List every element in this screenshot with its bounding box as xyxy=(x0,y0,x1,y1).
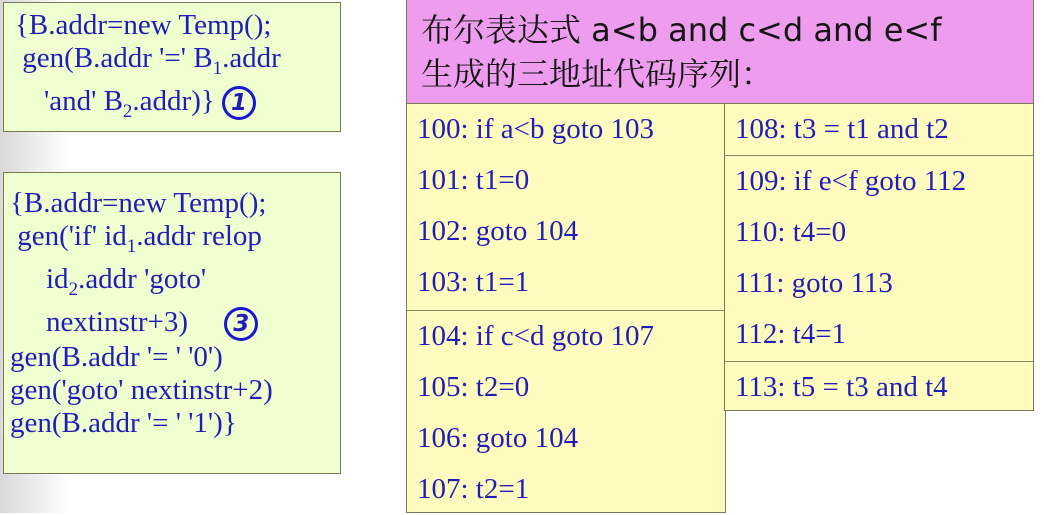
rule-line: gen('goto' nextinstr+2) xyxy=(10,373,273,406)
code-group xyxy=(407,104,725,310)
code-line: 102: goto 104 xyxy=(417,215,579,247)
code-line: 101: t1=0 xyxy=(417,164,530,196)
semantic-rule-box-relop xyxy=(3,172,341,474)
code-line: 105: t2=0 xyxy=(417,371,530,403)
code-line: 104: if c<d goto 107 xyxy=(417,320,655,352)
rule-line: gen(B.addr '= ' '1')} xyxy=(10,406,237,439)
code-group xyxy=(725,155,1033,361)
code-column-right xyxy=(724,103,1034,411)
rule-line: {B.addr=new Temp(); xyxy=(10,187,267,219)
rule-line: gen(B.addr '=' $B_1.addr$ xyxy=(15,42,281,79)
code-line: 110: t4=0 xyxy=(735,216,847,248)
rule-line: {B.addr=new Temp(); xyxy=(15,9,272,41)
code-line: 109: if e<f goto 112 xyxy=(735,165,967,197)
code-group xyxy=(407,310,725,514)
rule-line: $id_2.addr$ 'goto' xyxy=(46,262,207,300)
header-title: 布尔表达式 a<b and c<d and e<f xyxy=(421,11,942,49)
rule-line: 'and' $B_2.addr$)} 1 xyxy=(15,85,332,128)
code-line: 106: goto 104 xyxy=(417,422,579,454)
code-line: 107: t2=1 xyxy=(417,473,530,505)
code-group xyxy=(725,361,1033,412)
header-subtitle: 生成的三地址代码序列： xyxy=(421,55,774,93)
subscript: 1 xyxy=(126,235,137,257)
code-column-left xyxy=(406,103,726,513)
circled-number-1: 1 xyxy=(222,86,256,120)
code-line: 103: t1=1 xyxy=(417,266,530,298)
code-line: 108: t3 = t1 and t2 xyxy=(735,113,949,145)
subscript: 2 xyxy=(122,100,133,122)
code-line: 113: t5 = t3 and t4 xyxy=(735,371,948,403)
rule-line: gen(B.addr '= ' '0') xyxy=(10,340,223,373)
code-group xyxy=(725,104,1033,155)
code-title-header xyxy=(406,0,1034,103)
rule-line: gen('if' $id_1.addr$ relop xyxy=(10,220,262,257)
code-line: 112: t4=1 xyxy=(735,318,847,350)
subscript: 1 xyxy=(212,57,223,79)
subscript: 2 xyxy=(68,278,79,300)
circled-number-3: 3 xyxy=(224,307,258,341)
rule-line: nextinstr+3) 3 xyxy=(10,306,332,341)
semantic-rule-box-and xyxy=(3,2,341,132)
code-line: 100: if a<b goto 103 xyxy=(417,113,655,145)
code-line: 111: goto 113 xyxy=(735,267,893,299)
